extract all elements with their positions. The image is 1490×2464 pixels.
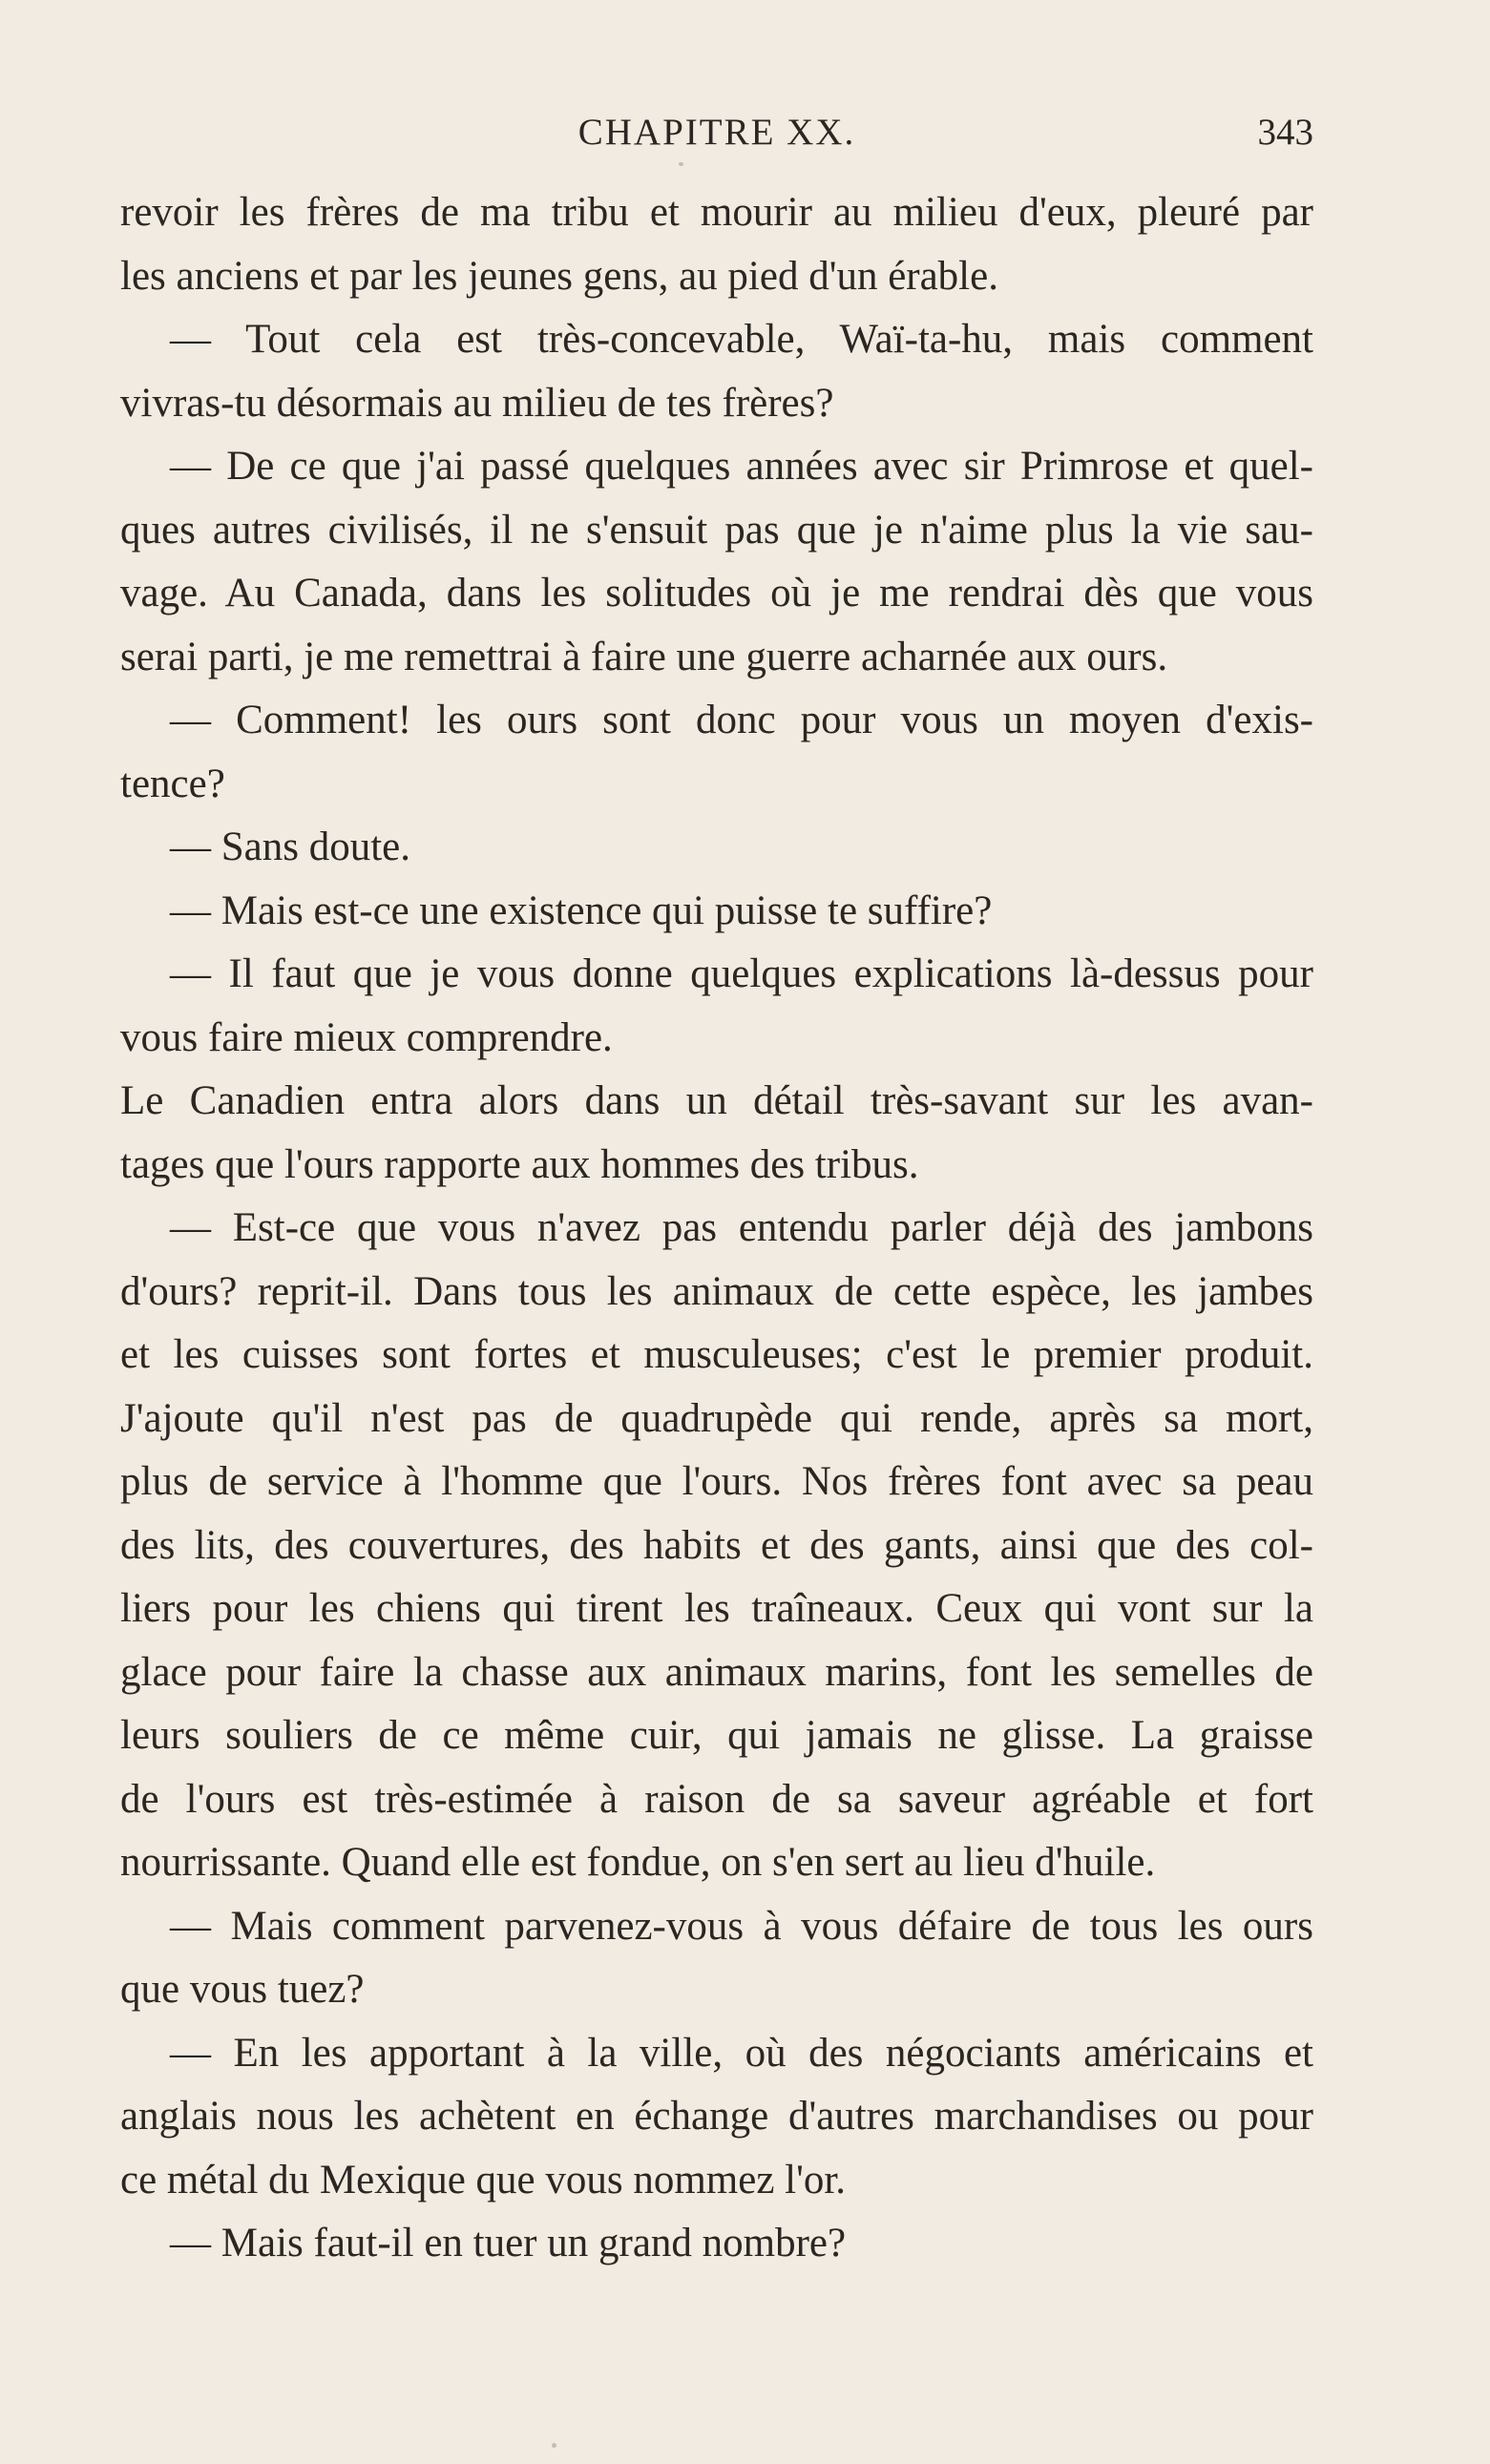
text-line: — Comment! les ours sont donc pour vous un moyen d'exis- bbox=[170, 698, 1313, 742]
text-line: que vous tuez? bbox=[120, 1967, 365, 2012]
text-line: les anciens et par les jeunes gens, au pied d'un érable. bbox=[120, 253, 998, 299]
text-line: — En les apportant à la ville, où des négociants américains et bbox=[170, 2030, 1313, 2076]
text-line: — Sans doute. bbox=[170, 825, 411, 869]
text-line: serai parti, je me remettrai à faire une guerre acharnée aux ours. bbox=[120, 634, 1168, 679]
text-line: ce métal du Mexique que vous nommez l'or. bbox=[120, 2157, 847, 2203]
text-line: Le Canadien entra alors dans un détail très-savant sur les avan- bbox=[120, 1078, 1313, 1123]
text-line: ques autres civilisés, il ne s'ensuit pas que je n'aime plus la vie sau- bbox=[120, 507, 1313, 553]
text-line: plus de service à l'homme que l'ours. Nos frères font avec sa peau bbox=[120, 1459, 1313, 1504]
text-line: tages que l'ours rapporte aux hommes des tribus. bbox=[120, 1141, 919, 1187]
paper-speck bbox=[679, 162, 683, 166]
text-line: de l'ours est très-estimée à raison de sa saveur agréable et fort bbox=[120, 1776, 1313, 1822]
running-head bbox=[120, 109, 1313, 157]
text-line: leurs souliers de ce même cuir, qui jamais ne glisse. La graisse bbox=[120, 1713, 1313, 1758]
text-line: — Mais comment parvenez-vous à vous défaire de tous les ours bbox=[170, 1903, 1313, 1949]
text-line: — Il faut que je vous donne quelques explications là-dessus pour bbox=[170, 951, 1313, 996]
text-line: d'ours? reprit-il. Dans tous les animaux de cette espèce, les jambes bbox=[120, 1268, 1313, 1314]
text-line: et les cuisses sont fortes et musculeuses; c'est le premier produit. bbox=[120, 1332, 1313, 1377]
text-line: vivras-tu désormais au milieu de tes frères? bbox=[120, 380, 834, 426]
text-line: — Tout cela est très-concevable, Waï-ta-hu, mais comment bbox=[170, 317, 1313, 362]
page-number: 343 bbox=[1257, 112, 1313, 153]
text-line: vous faire mieux comprendre. bbox=[120, 1014, 613, 1060]
text-line: — Mais est-ce une existence qui puisse te suffire? bbox=[170, 887, 993, 933]
text-line: — Mais faut-il en tuer un grand nombre? bbox=[170, 2221, 847, 2266]
text-line: vage. Au Canada, dans les solitudes où je me rendrai dès que vous bbox=[120, 571, 1313, 616]
text-line: tence? bbox=[120, 761, 225, 806]
chapter-heading: CHAPITRE XX. bbox=[577, 112, 856, 153]
text-line: — De ce que j'ai passé quelques années avec sir Primrose et quel- bbox=[170, 444, 1313, 489]
text-line: revoir les frères de ma tribu et mourir au milieu d'eux, pleuré par bbox=[120, 190, 1313, 235]
text-line: nourrissante. Quand elle est fondue, on s'en sert au lieu d'huile. bbox=[120, 1840, 1156, 1885]
body-text bbox=[120, 181, 1313, 2276]
text-line: des lits, des couvertures, des habits et des gants, ainsi que des col- bbox=[120, 1522, 1313, 1568]
text-line: — Est-ce que vous n'avez pas entendu parler déjà des jambons bbox=[170, 1205, 1313, 1250]
text-line: anglais nous les achètent en échange d'autres marchandises ou pour bbox=[120, 2094, 1313, 2139]
paper-speck bbox=[552, 2443, 556, 2448]
text-line: glace pour faire la chasse aux animaux marins, font les semelles de bbox=[120, 1649, 1313, 1695]
text-line: J'ajoute qu'il n'est pas de quadrupède qui rende, après sa mort, bbox=[120, 1395, 1313, 1441]
text-line: liers pour les chiens qui tirent les traîneaux. Ceux qui vont sur la bbox=[120, 1586, 1313, 1631]
